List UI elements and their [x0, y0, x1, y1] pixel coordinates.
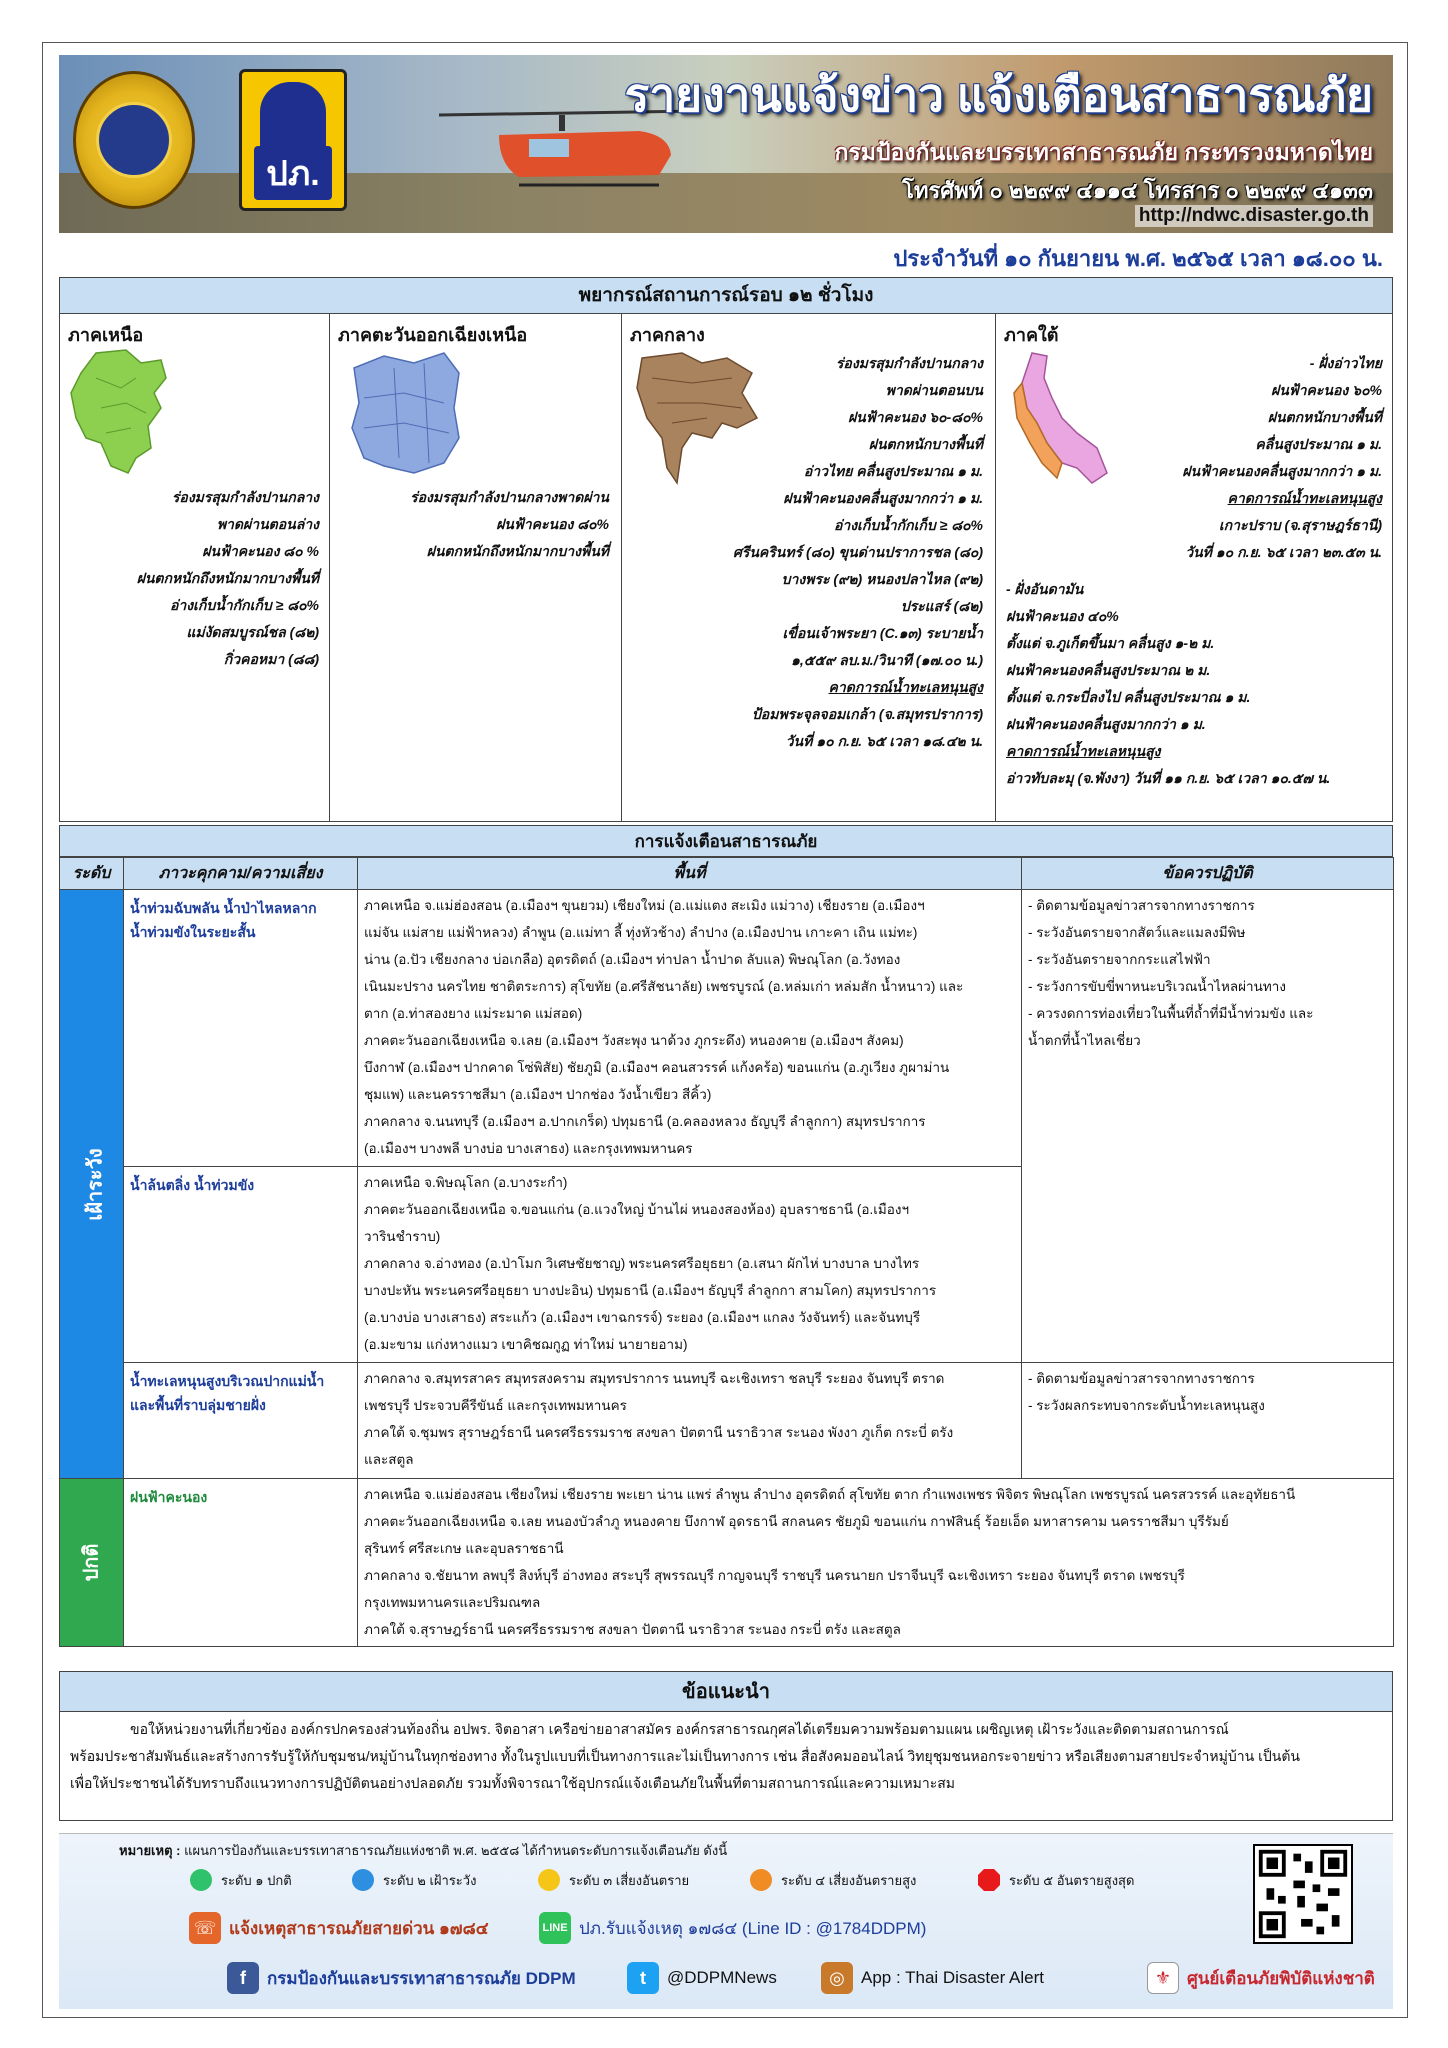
action-line: - ติดตามข้อมูลข่าวสารจากทางราชการ [1028, 898, 1255, 913]
advice-line: ขอให้หน่วยงานที่เกี่ยวข้อง องค์กรปกครองส่วนท้องถิ่น อปพร. จิตอาสา เครือข่ายอาสาสมัคร องค์กรสาธารณกุศลได้เตรียมความพร้อมตามแผน เผชิญเหตุ เฝ้าระวังและติดตามสถานการณ์ [130, 1721, 1229, 1737]
level-label: ระดับ ๒ เฝ้าระวัง [383, 1872, 477, 1888]
level-label: ปกติ [79, 1543, 102, 1582]
forecast-line: คาดการณ์น้ำทะเลหนุนสูง [1227, 490, 1382, 506]
report-page [42, 42, 1408, 2018]
hazard-cell [124, 1167, 358, 1363]
region-northeast [330, 314, 622, 821]
action-line: - ระวังอันตรายจากสัตว์และแมลงมีพิษ [1028, 925, 1246, 940]
forecast-line: ป้อมพระจุลจอมเกล้า (จ.สมุทรปราการ) [751, 706, 983, 722]
area-line: บึงกาฬ (อ.เมืองฯ ปากคาด โซ่พิสัย) ชัยภูมิ (อ.เมืองฯ คอนสวรรค์ แก้งคร้อ) ขอนแก่น (อ.ภูเวียง ภูผาม่าน [364, 1060, 950, 1075]
warning-title: การแจ้งเตือนสาธารณภัย [59, 825, 1393, 857]
advice-title: ข้อแนะนำ [60, 1672, 1392, 1712]
region-name: ภาคตะวันออกเฉียงเหนือ [338, 325, 528, 345]
line-contact[interactable] [539, 1912, 926, 1944]
area-line: ชุมแพ) และนครราชสีมา (อ.เมืองฯ ปากช่อง วังน้ำเขียว สีคิ้ว) [364, 1087, 712, 1102]
header-area: พื้นที่ [358, 858, 1022, 890]
gulf-side-forecast-text [1182, 350, 1382, 566]
hazard-line: ฝนฟ้าคะนอง [130, 1489, 208, 1505]
app-text: App : Thai Disaster Alert [861, 1968, 1044, 1987]
area-line: ภาคตะวันออกเฉียงเหนือ จ.เลย (อ.เมืองฯ วังสะพุง นาด้วง ภูกระดึง) หนองคาย (อ.เมืองฯ สังคม) [364, 1033, 904, 1048]
forecast-line: ฝนฟ้าคะนอง ๘๐ % [202, 543, 319, 559]
orange-circle-icon [749, 1868, 773, 1892]
twitter-icon: t [627, 1962, 659, 1994]
facebook-icon: f [227, 1962, 259, 1994]
forecast-line: ร่องมรสุมกำลังปานกลางพาดผ่าน [410, 489, 609, 505]
blue-circle-icon [351, 1868, 375, 1892]
advice-body [60, 1712, 1392, 1801]
interior-ministry-seal-icon [73, 71, 195, 209]
area-line: ภาคเหนือ จ.พิษณุโลก (อ.บางระกำ) [364, 1175, 568, 1190]
area-line: ภาคใต้ จ.ชุมพร สุราษฎร์ธานี นครศรีธรรมราช สงขลา ปัตตานี นราธิวาส ระนอง พังงา ภูเก็ต กระบี่ ตรัง [364, 1425, 954, 1440]
forecast-line: ฝนตกหนักบางพื้นที่ [1267, 409, 1382, 425]
actions-cell [1022, 890, 1394, 1363]
forecast-line: ฝนตกหนักถึงหนักมากบางพื้นที่ [426, 543, 609, 559]
forecast-line: ร่องมรสุมกำลังปานกลาง [171, 489, 319, 505]
area-cell [358, 1479, 1394, 1647]
website-link[interactable]: http://ndwc.disaster.go.th [1135, 205, 1373, 227]
area-line: สุรินทร์ ศรีสะเกษ และอุบลราชธานี [364, 1541, 564, 1556]
north-forecast-text [137, 484, 319, 673]
disaster-app-icon: ◎ [821, 1962, 853, 1994]
level-label: ระดับ ๕ อันตรายสูงสุด [1009, 1872, 1135, 1888]
warning-center [1147, 1962, 1375, 1994]
forecast-section [59, 277, 1393, 822]
forecast-title: พยากรณ์สถานการณ์รอบ ๑๒ ชั่วโมง [60, 278, 1392, 314]
forecast-line: ฝนฟ้าคะนอง ๖๐% [1270, 382, 1382, 398]
forecast-line: ตั้งแต่ จ.ภูเก็ตขึ้นมา คลื่นสูง ๑-๒ ม. [1006, 635, 1215, 651]
hazard-cell [124, 1479, 358, 1647]
area-cell [358, 890, 1022, 1167]
forecast-line: บางพระ (๙๒) หนองปลาไหล (๙๒) [781, 571, 983, 587]
facebook-contact[interactable] [227, 1962, 576, 1994]
forecast-line: ฝนฟ้าคะนอง ๖๐-๘๐% [847, 409, 983, 425]
forecast-line: ฝนฟ้าคะนองคลื่นสูงประมาณ ๒ ม. [1006, 662, 1211, 678]
forecast-line: อ่าวทับละมุ (จ.พังงา) วันที่ ๑๑ ก.ย. ๖๕ เวลา ๑๐.๕๗ น. [1006, 770, 1331, 786]
report-title: รายงานแจ้งข่าว แจ้งเตือนสาธารณภัย [624, 69, 1373, 121]
facebook-text: กรมป้องกันและบรรเทาสาธารณภัย DDPM [267, 1968, 576, 1988]
level-label: ระดับ ๑ ปกติ [221, 1872, 292, 1888]
table-row [60, 890, 1394, 1167]
forecast-line: เกาะปราบ (จ.สุราษฎร์ธานี) [1218, 517, 1382, 533]
forecast-line: กิ่วคอหมา (๘๘) [223, 651, 319, 667]
area-line: ตาก (อ.ท่าสองยาง แม่ระมาด แม่สอด) [364, 1006, 583, 1021]
region-north [60, 314, 330, 821]
action-line: - ระวังอันตรายจากกระแสไฟฟ้า [1028, 952, 1211, 967]
warning-center-text: ศูนย์เตือนภัยพิบัติแห่งชาติ [1187, 1968, 1375, 1988]
area-line: เนินมะปราง นครไทย ชาติตระการ) สุโขทัย (อ.ศรีสัชนาลัย) เพชรบูรณ์ (อ.หล่มเก่า หล่มสัก น้ำหนาว) และ [364, 979, 964, 994]
northeast-map-icon [344, 348, 464, 478]
level-3-legend [537, 1868, 689, 1892]
area-line: แม่จัน แม่สาย แม่ฟ้าหลวง) ลำพูน (อ.แม่ทา ลี้ ทุ่งหัวช้าง) ลำปาง (อ.เมืองปาน เกาะคา เถิน แม่ทะ) [364, 925, 918, 940]
area-cell [358, 1167, 1022, 1363]
phone-icon: ☏ [189, 1912, 221, 1944]
ddpm-hand-logo-icon [239, 69, 347, 211]
area-line: บางปะหัน พระนครศรีอยุธยา บางปะอิน) ปทุมธานี (อ.เมืองฯ ธัญบุรี ลำลูกกา สามโคก) สมุทรปราการ [364, 1283, 937, 1298]
action-line: - ติดตามข้อมูลข่าวสารจากทางราชการ [1028, 1371, 1255, 1386]
advice-line: พร้อมประชาสัมพันธ์และสร้างการรับรู้ให้กับชุมชน/หมู่บ้านในทุกช่องทาง ทั้งในรูปแบบที่เป็นทางการและไม่เป็นทางการ เช่น สื่อสังคมออนไลน์ วิทยุชุมชนหอกระจายข่าว หรือเสียงตามสายประจำหมู่บ้าน เป็นต้น [70, 1748, 1300, 1764]
hazard-line: และพื้นที่ราบลุ่มชายฝั่ง [130, 1397, 266, 1413]
action-line: - ควรงดการท่องเที่ยวในพื้นที่ถ้ำที่มีน้ำท่วมขัง และ [1028, 1006, 1314, 1021]
app-contact[interactable] [821, 1962, 1044, 1994]
header-actions: ข้อควรปฏิบัติ [1022, 858, 1394, 890]
forecast-line: อ่างเก็บน้ำกักเก็บ ≥ ๘๐% [169, 597, 319, 613]
header-banner [59, 55, 1393, 233]
level-watch-cell [60, 890, 124, 1479]
hazard-cell [124, 1363, 358, 1479]
area-line: วารินชำราบ) [364, 1229, 441, 1244]
forecast-line: ฝนตกหนักบางพื้นที่ [868, 436, 983, 452]
north-map-icon [66, 348, 176, 478]
twitter-text: @DDPMNews [667, 1968, 777, 1987]
yellow-circle-icon [537, 1868, 561, 1892]
note-label: หมายเหตุ : [119, 1843, 181, 1858]
region-name: ภาคใต้ [1004, 325, 1059, 345]
forecast-line: คาดการณ์น้ำทะเลหนุนสูง [1006, 743, 1161, 759]
region-name: ภาคเหนือ [68, 325, 144, 345]
action-line: น้ำตกที่น้ำไหลเชี่ยว [1028, 1033, 1141, 1048]
central-forecast-text [733, 350, 983, 755]
level-label: ระดับ ๔ เสี่ยงอันตรายสูง [781, 1872, 917, 1888]
forecast-line: ฝนฟ้าคะนอง ๘๐% [496, 516, 609, 532]
forecast-line: คลื่นสูงประมาณ ๑ ม. [1255, 436, 1382, 452]
footer-note [119, 1840, 727, 1861]
area-line: ภาคใต้ จ.สุราษฎร์ธานี นครศรีธรรมราช สงขลา ปัตตานี นราธิวาส ระนอง กระบี่ ตรัง และสตูล [364, 1622, 901, 1637]
department-name: กรมป้องกันและบรรเทาสาธารณภัย กระทรวงมหาดไทย [834, 139, 1373, 165]
area-line: กรุงเทพมหานครและปริมณฑล [364, 1595, 541, 1610]
forecast-line: ร่องมรสุมกำลังปานกลาง [835, 355, 983, 371]
forecast-line: คาดการณ์น้ำทะเลหนุนสูง [828, 679, 983, 695]
advice-section [59, 1671, 1393, 1821]
area-line: ภาคเหนือ จ.แม่ฮ่องสอน (อ.เมืองฯ ขุนยวม) เชียงใหม่ (อ.แม่แตง สะเมิง แม่วาง) เชียงราย (อ.เมืองฯ [364, 898, 925, 913]
andaman-side-forecast-text [1006, 576, 1330, 792]
action-line: - ระวังการขับขี่พาหนะบริเวณน้ำไหลผ่านทาง [1028, 979, 1286, 994]
forecast-line: - ฝั่งอันดามัน [1006, 581, 1084, 597]
line-text: ปภ.รับแจ้งเหตุ ๑๗๘๔ (Line ID : @1784DDPM) [579, 1918, 927, 1938]
level-1-legend [189, 1868, 292, 1892]
hotline-text: แจ้งเหตุสาธารณภัยสายด่วน ๑๗๘๔ [229, 1918, 489, 1938]
level-label: เฝ้าระวัง [84, 1147, 107, 1221]
area-line: (อ.บางบ่อ บางเสาธง) สระแก้ว (อ.เมืองฯ เขาฉกรรจ์) ระยอง (อ.เมืองฯ แกลง วังจันทร์) และจันทบุรี [364, 1310, 921, 1325]
forecast-line: วันที่ ๑๐ ก.ย. ๖๕ เวลา ๑๘.๔๒ น. [785, 733, 983, 749]
qr-code-icon[interactable] [1253, 1844, 1353, 1944]
level-2-legend [351, 1868, 476, 1892]
hazard-line: น้ำท่วมฉับพลัน น้ำป่าไหลหลาก [130, 900, 317, 916]
area-line: ภาคตะวันออกเฉียงเหนือ จ.เลย หนองบัวลำภู หนองคาย บึงกาฬ อุดรธานี สกลนคร ชัยภูมิ ขอนแก่น กาฬสินธุ์ ร้อยเอ็ด มหาสารคาม นครราชสีมา บุรีรัมย์ [364, 1514, 1229, 1529]
forecast-line: วันที่ ๑๐ ก.ย. ๖๕ เวลา ๒๓.๕๓ น. [1185, 544, 1382, 560]
forecast-line: ฝนฟ้าคะนองคลื่นสูงมากกว่า ๑ ม. [1182, 463, 1382, 479]
red-octagon-icon [977, 1868, 1001, 1892]
note-text: แผนการป้องกันและบรรเทาสาธารณภัยแห่งชาติ พ.ศ. ๒๕๕๘ ได้กำหนดระดับการแจ้งเตือนภัย ดังนี้ [184, 1843, 728, 1858]
forecast-line: ตั้งแต่ จ.กระบี่ลงไป คลื่นสูงประมาณ ๑ ม. [1006, 689, 1251, 705]
forecast-line: - ฝั่งอ่าวไทย [1309, 355, 1382, 371]
actions-cell [1022, 1363, 1394, 1479]
hotline-contact[interactable] [189, 1912, 489, 1944]
warning-section [59, 825, 1393, 1665]
green-circle-icon [189, 1868, 213, 1892]
warning-table [59, 857, 1394, 1647]
hazard-cell [124, 890, 358, 1167]
area-line: ภาคกลาง จ.สมุทรสาคร สมุทรสงคราม สมุทรปราการ นนทบุรี ฉะเชิงเทรา ชลบุรี ระยอง จันทบุรี ตราด [364, 1371, 945, 1386]
area-line: ภาคตะวันออกเฉียงเหนือ จ.ขอนแก่น (อ.แวงใหญ่ บ้านไผ่ หนองสองห้อง) อุบลราชธานี (อ.เมืองฯ [364, 1202, 910, 1217]
area-line: ภาคกลาง จ.ชัยนาท ลพบุรี สิงห์บุรี อ่างทอง สระบุรี สุพรรณบุรี กาญจนบุรี ราชบุรี นครนายก ปราจีนบุรี ฉะเชิงเทรา ระยอง จันทบุรี ตราด เพชรบุรี [364, 1568, 1185, 1583]
footer [59, 1833, 1393, 2009]
region-central [622, 314, 996, 821]
area-cell [358, 1363, 1022, 1479]
region-south [996, 314, 1394, 821]
advice-line: เพื่อให้ประชาชนได้รับทราบถึงแนวทางการปฏิบัติตนอย่างปลอดภัย รวมทั้งพิจารณาใช้อุปกรณ์แจ้งเตือนภัยในพื้นที่ตามสถานการณ์และความเหมาะสม [70, 1775, 956, 1791]
level-normal-cell [60, 1479, 124, 1647]
area-line: น่าน (อ.ปัว เชียงกลาง บ่อเกลือ) อุตรดิตถ์ (อ.เมืองฯ ท่าปลา น้ำปาด ลับแล) พิษณุโลก (อ.วังทอง [364, 952, 901, 967]
header-hazard: ภาวะคุกคาม/ความเสี่ยง [124, 858, 358, 890]
contact-phone: โทรศัพท์ ๐ ๒๒๙๙ ๔๑๑๔ โทรสาร ๐ ๒๒๙๙ ๔๑๓๓ [902, 178, 1373, 203]
warning-center-logo-icon: ⚜ [1147, 1962, 1179, 1994]
forecast-line: พาดผ่านตอนล่าง [216, 516, 319, 532]
region-name: ภาคกลาง [630, 325, 705, 345]
level-label: ระดับ ๓ เสี่ยงอันตราย [569, 1872, 690, 1888]
area-line: ภาคกลาง จ.อ่างทอง (อ.ป่าโมก วิเศษชัยชาญ) พระนครศรีอยุธยา (อ.เสนา ผักไห่ บางบาล บางไทร [364, 1256, 920, 1271]
forecast-line: ฝนฟ้าคะนองคลื่นสูงมากกว่า ๑ ม. [1006, 716, 1206, 732]
area-line: และสตูล [364, 1452, 414, 1467]
area-line: ภาคเหนือ จ.แม่ฮ่องสอน เชียงใหม่ เชียงราย พะเยา น่าน แพร่ ลำพูน ลำปาง อุตรดิตถ์ สุโขทัย ตาก กำแพงเพชร พิจิตร พิษณุโลก เพชรบูรณ์ นครสวรรค์ และอุทัยธานี [364, 1487, 1296, 1502]
hazard-line: น้ำท่วมขังในระยะสั้น [130, 924, 256, 940]
forecast-line: ฝนฟ้าคะนองคลื่นสูงมากกว่า ๑ ม. [783, 490, 983, 506]
forecast-line: ศรีนครินทร์ (๘๐) ขุนด่านปราการชล (๘๐) [732, 544, 983, 560]
south-map-icon [1002, 348, 1112, 488]
hazard-line: น้ำทะเลหนุนสูงบริเวณปากแม่น้ำ [130, 1373, 325, 1389]
forecast-line: ประแสร์ (๘๒) [900, 598, 983, 614]
twitter-contact[interactable] [627, 1962, 777, 1994]
area-line: ภาคกลาง จ.นนทบุรี (อ.เมืองฯ อ.ปากเกร็ด) ปทุมธานี (อ.คลองหลวง ธัญบุรี ลำลูกกา) สมุทรปราการ [364, 1114, 926, 1129]
report-date: ประจำวันที่ ๑๐ กันยายน พ.ศ. ๒๕๖๕ เวลา ๑๘.๐๐ น. [893, 246, 1383, 271]
hazard-line: น้ำล้นตลิ่ง น้ำท่วมขัง [130, 1177, 255, 1193]
forecast-line: แม่งัดสมบูรณ์ชล (๘๒) [186, 624, 319, 640]
northeast-forecast-text [410, 484, 609, 565]
level-4-legend [749, 1868, 916, 1892]
forecast-line: ฝนตกหนักถึงหนักมากบางพื้นที่ [136, 570, 319, 586]
table-header-row [60, 858, 1394, 890]
area-line: เพชรบุรี ประจวบคีรีขันธ์ และกรุงเทพมหานคร [364, 1398, 627, 1413]
forecast-line: เขื่อนเจ้าพระยา (C.๑๓) ระบายน้ำ [782, 625, 983, 641]
table-row [60, 1479, 1394, 1647]
ddpm-logo-text: ปภ. [254, 146, 332, 200]
forecast-line: พาดผ่านตอนบน [885, 382, 983, 398]
area-line: (อ.มะขาม แก่งหางแมว เขาคิชฌกูฏ ท่าใหม่ นายายอาม) [364, 1337, 688, 1352]
table-row [60, 1363, 1394, 1479]
action-line: - ระวังผลกระทบจากระดับน้ำทะเลหนุนสูง [1028, 1398, 1265, 1413]
area-line: (อ.เมืองฯ บางพลี บางบ่อ บางเสาธง) และกรุงเทพมหานคร [364, 1141, 693, 1156]
forecast-line: ฝนฟ้าคะนอง ๔๐% [1006, 608, 1119, 624]
forecast-line: อ่าวไทย คลื่นสูงประมาณ ๑ ม. [803, 463, 983, 479]
forecast-line: อ่างเก็บน้ำกักเก็บ ≥ ๘๐% [833, 517, 983, 533]
line-app-icon: LINE [539, 1912, 571, 1944]
level-5-legend [977, 1868, 1134, 1892]
forecast-line: ๑,๕๕๙ ลบ.ม./วินาที (๑๗.๐๐ น.) [791, 652, 983, 668]
header-level: ระดับ [60, 858, 124, 890]
